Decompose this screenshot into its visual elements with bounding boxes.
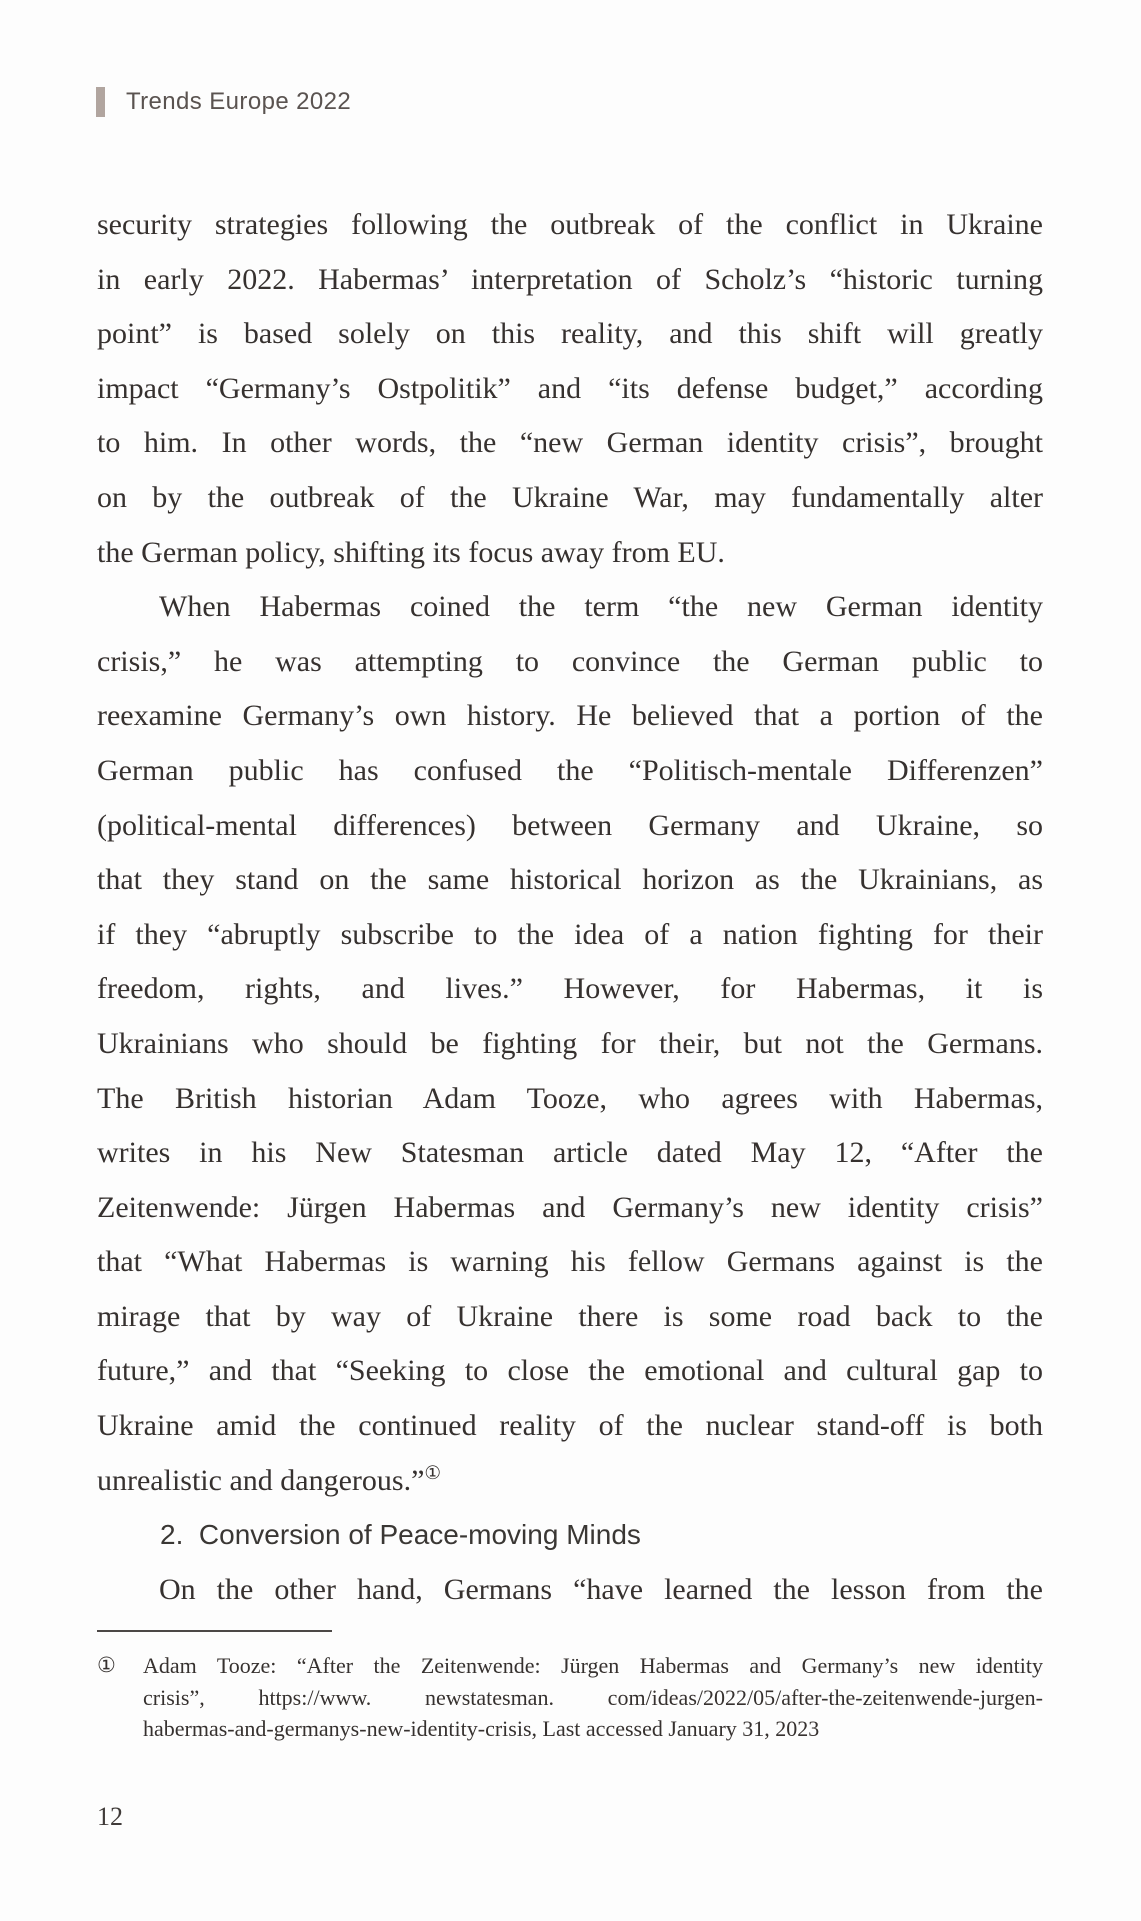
text-line: unrealistic and dangerous.”① <box>97 1462 442 1497</box>
text-line: writes in his New Statesman article dated May 12, “After the <box>97 1136 1043 1170</box>
text-line: impact “Germany’s Ostpolitik” and “its defense budget,” according <box>97 371 1043 405</box>
text-line: if they “abruptly subscribe to the idea of a nation fighting for their <box>97 917 1043 951</box>
page-number: 12 <box>97 1802 123 1831</box>
body-text <box>97 198 1043 1617</box>
footnote-line: habermas-and-germanys-new-identity-crisis, Last accessed January 31, 2023 <box>143 1716 820 1741</box>
text-line: that they stand on the same historical horizon as the Ukrainians, as <box>97 863 1043 897</box>
running-header <box>96 87 351 117</box>
footnote-line: Adam Tooze: “After the Zeitenwende: Jürgen Habermas and Germany’s new identity <box>143 1653 1043 1678</box>
footnote-marker: ① <box>97 1653 116 1677</box>
footnote-line: crisis”, https://www. newstatesman. com/ideas/2022/05/after-the-zeitenwende-jurgen- <box>143 1684 1043 1710</box>
text-line: that “What Habermas is warning his fellow Germans against is the <box>97 1245 1043 1279</box>
section-subheading: 2. Conversion of Peace-moving Minds <box>160 1519 641 1551</box>
footnote-ref: ① <box>424 1462 442 1484</box>
text-line: on by the outbreak of the Ukraine War, may fundamentally alter <box>97 480 1043 514</box>
footnote-text <box>143 1650 1043 1745</box>
text-line: Zeitenwende: Jürgen Habermas and Germany’s new identity crisis” <box>97 1190 1043 1224</box>
text-line: to him. In other words, the “new German identity crisis”, brought <box>97 426 1043 460</box>
text-line: in early 2022. Habermas’ interpretation of Scholz’s “historic turning <box>97 262 1043 296</box>
text-line: When Habermas coined the term “the new German identity <box>159 590 1043 624</box>
text-line: Ukrainians who should be fighting for their, but not the Germans. <box>97 1026 1043 1060</box>
text-line: freedom, rights, and lives.” However, for Habermas, it is <box>97 972 1043 1006</box>
text-line: point” is based solely on this reality, and this shift will greatly <box>97 317 1043 351</box>
text-line: (political-mental differences) between Germany and Ukraine, so <box>97 808 1043 842</box>
text-line: reexamine Germany’s own history. He believed that a portion of the <box>97 699 1043 733</box>
running-header-title: Trends Europe 2022 <box>126 88 352 115</box>
footnote <box>97 1650 1043 1745</box>
text-line: Ukraine amid the continued reality of the nuclear stand-off is both <box>97 1409 1043 1443</box>
text-line: German public has confused the “Politisch-mentale Differenzen” <box>97 753 1043 787</box>
text-line: mirage that by way of Ukraine there is some road back to the <box>97 1299 1043 1333</box>
text-line: The British historian Adam Tooze, who agrees with Habermas, <box>97 1081 1043 1115</box>
header-accent-bar-icon <box>96 87 105 117</box>
text-line: future,” and that “Seeking to close the emotional and cultural gap to <box>97 1354 1043 1388</box>
text-line: On the other hand, Germans “have learned the lesson from the <box>159 1572 1043 1606</box>
text-line: crisis,” he was attempting to convince the German public to <box>97 644 1043 678</box>
text-line: security strategies following the outbreak of the conflict in Ukraine <box>97 208 1043 241</box>
text-line: the German policy, shifting its focus away from EU. <box>97 535 725 569</box>
footnote-separator <box>97 1630 332 1632</box>
